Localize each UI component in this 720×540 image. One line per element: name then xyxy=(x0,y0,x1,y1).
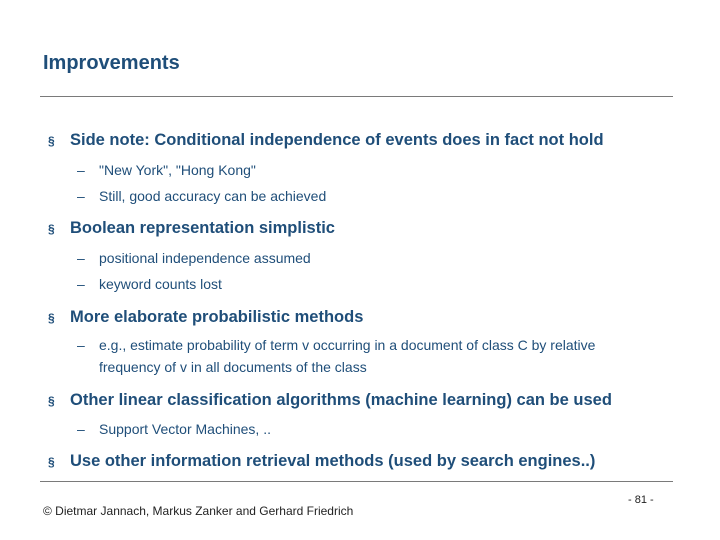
footer-divider xyxy=(40,481,673,482)
copyright-footer: © Dietmar Jannach, Markus Zanker and Gerhard Friedrich xyxy=(43,504,354,518)
sub-item xyxy=(77,247,311,269)
sub-item xyxy=(77,334,639,378)
sub-marker: – xyxy=(77,188,85,204)
title-divider xyxy=(40,96,673,97)
sub-marker: – xyxy=(77,250,85,266)
bullet-text: More elaborate probabilistic methods xyxy=(70,308,364,326)
sub-item xyxy=(77,185,327,207)
bullet-marker: § xyxy=(48,222,55,236)
sub-text: "New York", "Hong Kong" xyxy=(99,162,256,178)
sub-marker: – xyxy=(77,421,85,437)
bullet-marker: § xyxy=(48,455,55,469)
sub-text: Support Vector Machines, .. xyxy=(99,421,271,437)
bullet-text: Boolean representation simplistic xyxy=(70,219,335,237)
bullet-marker: § xyxy=(48,134,55,148)
bullet-item xyxy=(48,391,612,410)
sub-text: Still, good accuracy can be achieved xyxy=(99,188,327,204)
bullet-text: Side note: Conditional independence of events does in fact not hold xyxy=(70,131,604,149)
sub-item xyxy=(77,159,256,181)
bullet-item xyxy=(48,131,604,150)
sub-item xyxy=(77,418,271,440)
page-number: - 81 - xyxy=(628,494,654,506)
sub-marker: – xyxy=(77,337,85,353)
bullet-text: Other linear classification algorithms (machine learning) can be used xyxy=(70,391,612,409)
sub-text: e.g., estimate probability of term v occurring in a document of class C by relative frequency of v in all documents of the class xyxy=(99,337,596,375)
sub-text: positional independence assumed xyxy=(99,250,311,266)
bullet-marker: § xyxy=(48,394,55,408)
sub-marker: – xyxy=(77,276,85,292)
slide-title: Improvements xyxy=(43,52,180,74)
bullet-marker: § xyxy=(48,311,55,325)
bullet-item xyxy=(48,219,335,238)
sub-item xyxy=(77,273,222,295)
bullet-text: Use other information retrieval methods (used by search engines..) xyxy=(70,452,596,470)
sub-marker: – xyxy=(77,162,85,178)
sub-text: keyword counts lost xyxy=(99,276,222,292)
bullet-item xyxy=(48,308,363,327)
bullet-item xyxy=(48,452,595,471)
